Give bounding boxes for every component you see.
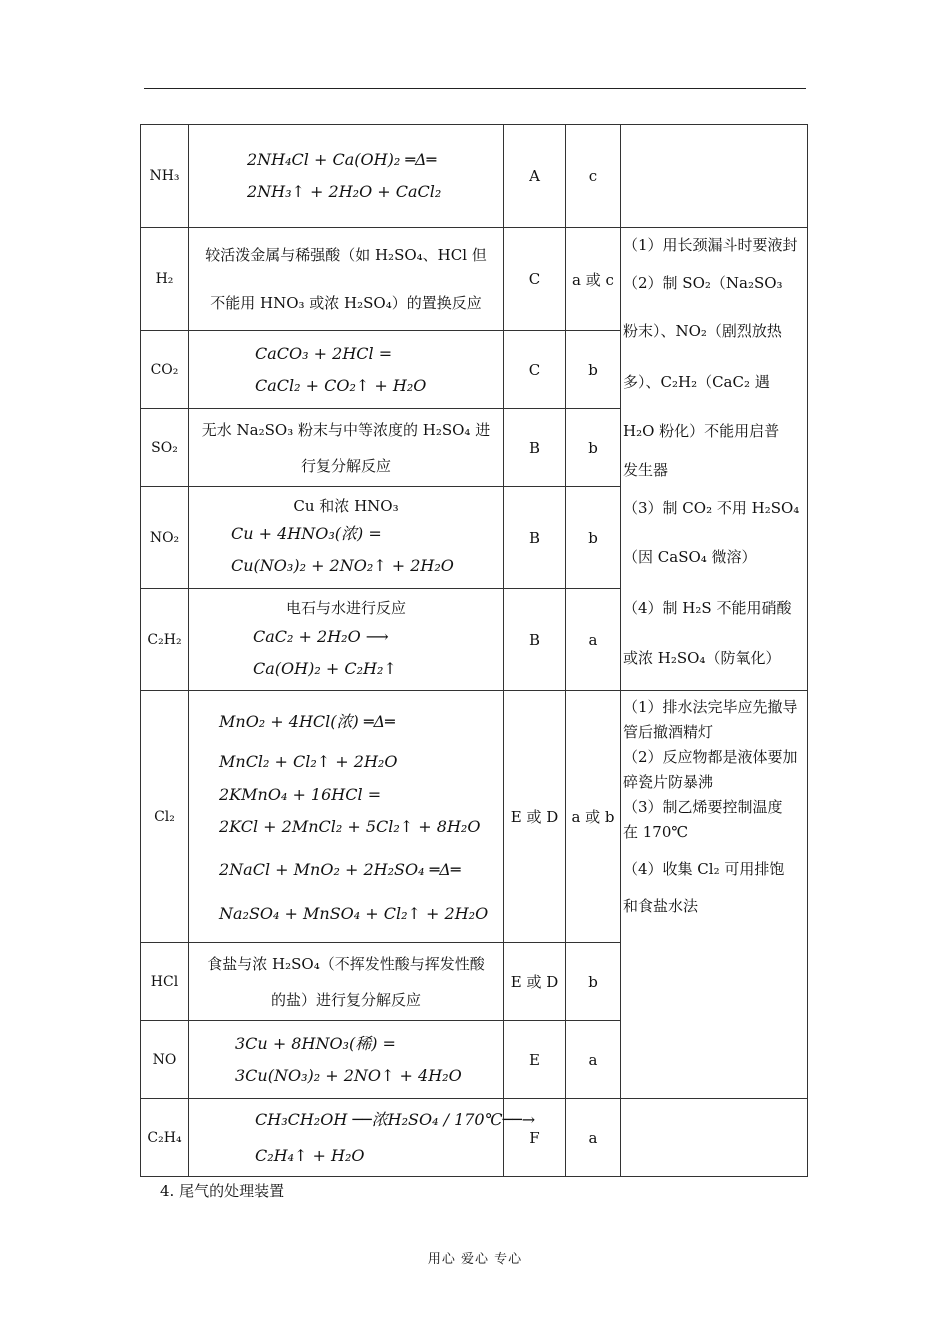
reaction-principle: [189, 943, 504, 1021]
notes-empty: [621, 1099, 808, 1177]
reaction-principle: [189, 589, 504, 691]
section-caption: 4. 尾气的处理装置: [160, 1182, 285, 1200]
equation-line: Ca(OH)₂ + C₂H₂↑: [253, 658, 397, 678]
generator-device: F: [504, 1099, 566, 1177]
collection-device: a: [566, 1021, 621, 1099]
equation-line: 2NH₃↑ + 2H₂O + CaCl₂: [247, 182, 442, 201]
collection-device: a: [566, 1099, 621, 1177]
note-line: （2）反应物都是液体要加: [623, 748, 798, 766]
principle-line: 电石与水进行反应: [285, 598, 406, 617]
gas-name: C₂H₂: [141, 589, 189, 691]
notes-collection: [621, 691, 808, 1099]
principle-line: 较活泼金属与稀强酸（如 H₂SO₄、HCl 但: [205, 246, 487, 264]
note-line: 粉末）、NO₂（剧烈放热: [623, 322, 782, 340]
gas-name: NH₃: [141, 125, 189, 228]
reaction-principle: [189, 409, 504, 487]
note-line: （4）制 H₂S 不能用硝酸: [623, 599, 792, 617]
gas-name: NO₂: [141, 487, 189, 589]
reaction-principle: [189, 331, 504, 409]
generator-device: C: [504, 331, 566, 409]
collection-device: b: [566, 487, 621, 589]
note-line: 发生器: [623, 461, 669, 479]
gas-name: H₂: [141, 228, 189, 331]
gas-name: Cl₂: [141, 691, 189, 943]
collection-device: b: [566, 943, 621, 1021]
note-line: 多）、C₂H₂（CaC₂ 遇: [623, 373, 770, 391]
note-line: H₂O 粉化）不能用启普: [623, 422, 780, 440]
principle-line: 行复分解反应: [300, 456, 391, 475]
note-line: （1）排水法完毕应先撤导: [623, 698, 798, 716]
reaction-principle: [189, 1099, 536, 1177]
table-row: [141, 691, 808, 943]
header-rule: [144, 88, 806, 89]
generator-device: B: [504, 589, 566, 691]
equation-line: Na₂SO₄ + MnSO₄ + Cl₂↑ + 2H₂O: [219, 903, 489, 923]
collection-device: a 或 c: [566, 228, 621, 331]
note-line: （因 CaSO₄ 微溶）: [623, 548, 757, 566]
collection-device: a 或 b: [566, 691, 621, 943]
equation-line: 2NaCl + MnO₂ + 2H₂SO₄ ═Δ═: [219, 859, 461, 879]
collection-device: a: [566, 589, 621, 691]
reaction-principle: [189, 228, 504, 331]
note-line: 碎瓷片防暴沸: [623, 773, 714, 791]
generator-device: E 或 D: [504, 691, 566, 943]
equation-line: C₂H₄↑ + H₂O: [255, 1145, 365, 1165]
note-line: （3）制乙烯要控制温度: [623, 798, 783, 816]
page-footer: 用心 爱心 专心: [427, 1252, 523, 1267]
note-line: （2）制 SO₂（Na₂SO₃: [623, 274, 783, 292]
table-row: [141, 125, 808, 228]
equation-line: 3Cu(NO₃)₂ + 2NO↑ + 4H₂O: [235, 1065, 462, 1085]
generator-device: C: [504, 228, 566, 331]
equation-line: CaC₂ + 2H₂O ⟶: [253, 626, 389, 646]
equation-line: MnO₂ + 4HCl(浓) ═Δ═: [219, 711, 395, 731]
note-line: 和食盐水法: [623, 897, 699, 915]
reaction-principle: [189, 691, 504, 943]
principle-line: 食盐与浓 H₂SO₄（不挥发性酸与挥发性酸: [207, 954, 485, 973]
reaction-principle: [189, 125, 504, 228]
collection-device: b: [566, 331, 621, 409]
note-line: 在 170℃: [623, 823, 689, 841]
equation-line: 3Cu + 8HNO₃(稀) =: [235, 1033, 396, 1053]
gas-name: CO₂: [141, 331, 189, 409]
notes-empty: [621, 125, 808, 228]
generator-device: A: [504, 125, 566, 228]
equation-line: MnCl₂ + Cl₂↑ + 2H₂O: [219, 751, 398, 771]
equation-line: Cu + 4HNO₃(浓) =: [231, 523, 382, 543]
note-line: （4）收集 Cl₂ 可用排饱: [623, 860, 785, 878]
table-row: [141, 228, 808, 331]
equation-line: CaCO₃ + 2HCl =: [255, 343, 393, 363]
principle-line: 不能用 HNO₃ 或浓 H₂SO₄）的置换反应: [210, 294, 482, 312]
notes-generator: [621, 228, 808, 691]
gas-preparation-table: [140, 124, 808, 1177]
gas-name: SO₂: [141, 409, 189, 487]
reaction-principle: [189, 1021, 504, 1099]
gas-name: HCl: [141, 943, 189, 1021]
principle-line: 的盐）进行复分解反应: [270, 990, 421, 1009]
equation-line: CaCl₂ + CO₂↑ + H₂O: [255, 375, 427, 395]
reaction-principle: [189, 487, 504, 589]
collection-device: b: [566, 409, 621, 487]
gas-name: C₂H₄: [141, 1099, 189, 1177]
note-line: （3）制 CO₂ 不用 H₂SO₄: [623, 499, 800, 517]
note-line: 管后撤酒精灯: [623, 723, 714, 741]
gas-name: NO: [141, 1021, 189, 1099]
table-row: [141, 1099, 808, 1177]
generator-device: E 或 D: [504, 943, 566, 1021]
equation-line: 2KCl + 2MnCl₂ + 5Cl₂↑ + 8H₂O: [219, 816, 481, 836]
collection-device: c: [566, 125, 621, 228]
equation-line: CH₃CH₂OH ──浓H₂SO₄ / 170℃──→: [255, 1109, 536, 1129]
generator-device: B: [504, 409, 566, 487]
note-line: （1）用长颈漏斗时要液封: [623, 236, 798, 254]
generator-device: E: [504, 1021, 566, 1099]
principle-line: Cu 和浓 HNO₃: [293, 496, 399, 515]
equation-line: 2NH₄Cl + Ca(OH)₂ ═Δ═: [247, 150, 437, 169]
principle-line: 无水 Na₂SO₃ 粉末与中等浓度的 H₂SO₄ 进: [201, 420, 491, 439]
note-line: 或浓 H₂SO₄（防氧化）: [623, 649, 781, 667]
equation-line: 2KMnO₄ + 16HCl =: [219, 784, 382, 804]
equation-line: Cu(NO₃)₂ + 2NO₂↑ + 2H₂O: [231, 555, 454, 575]
generator-device: B: [504, 487, 566, 589]
